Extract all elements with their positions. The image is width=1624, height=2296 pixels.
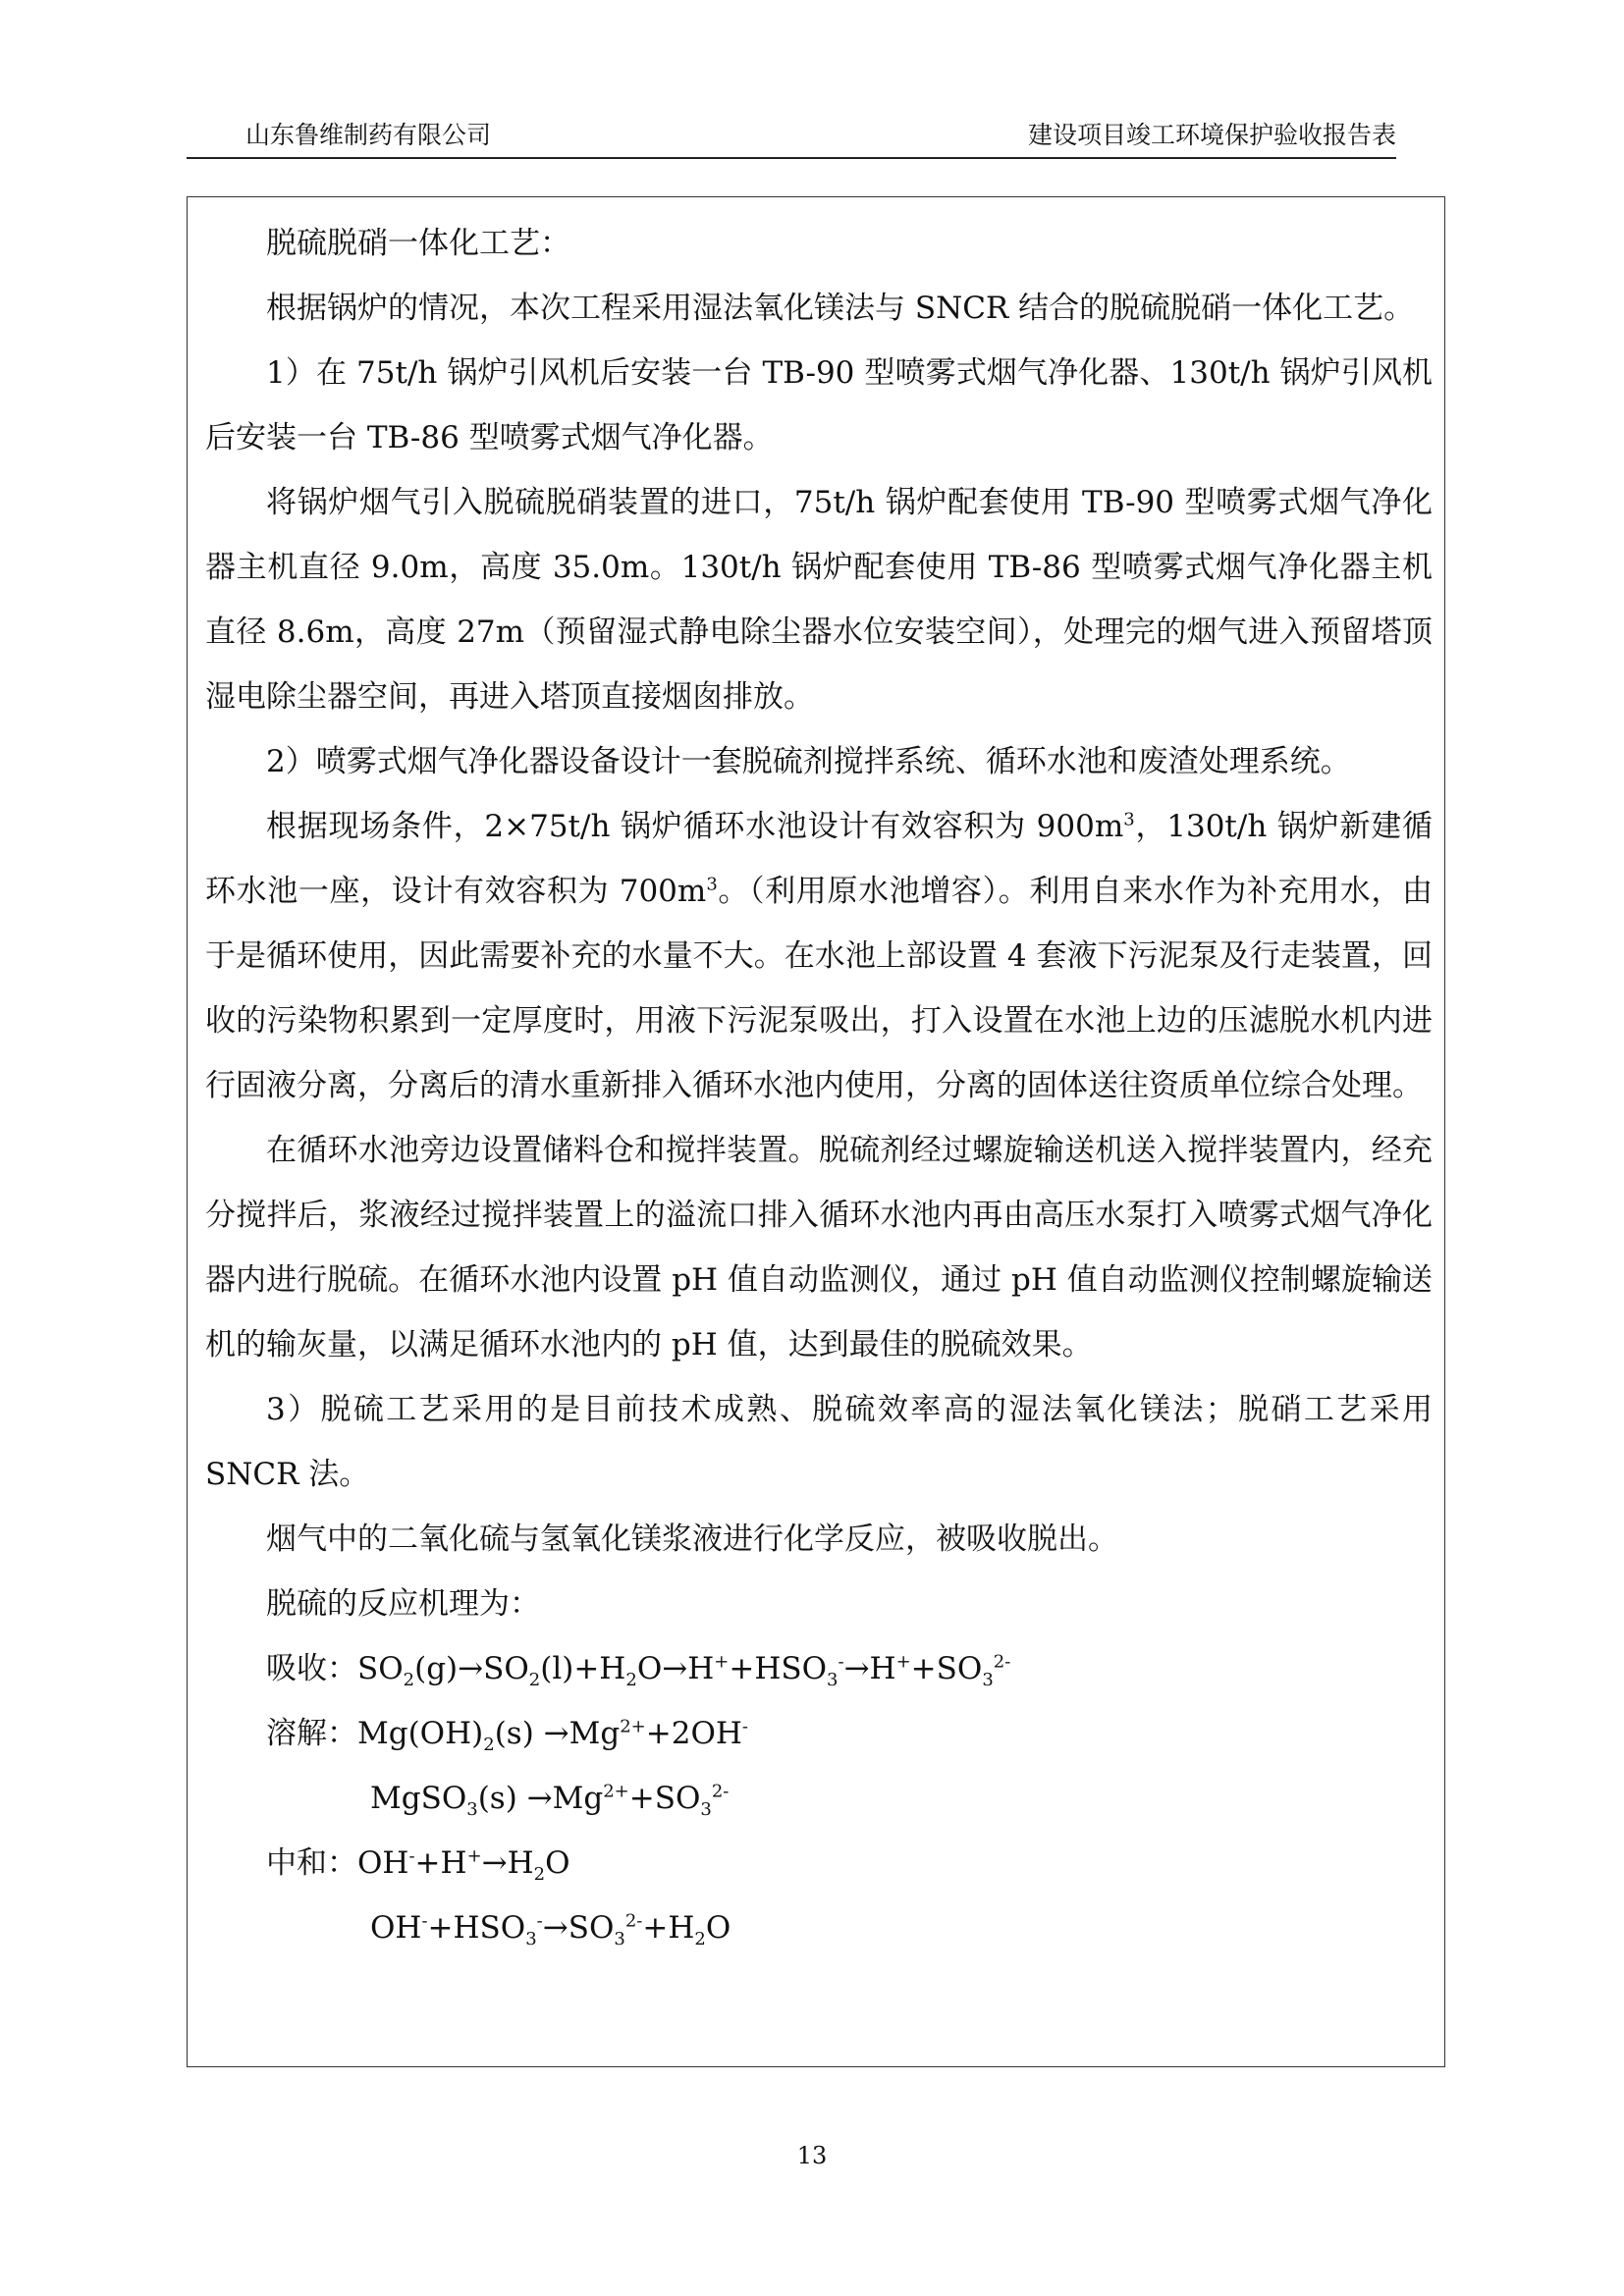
report-title: 建设项目竣工环境保护验收报告表 — [1027, 121, 1396, 149]
paragraph-process-title: 脱硫脱硝一体化工艺： — [266, 226, 570, 261]
formula-neutralization-1: 中和：$OH^-+H^+\to H_2O$ — [266, 1845, 570, 1886]
paragraph-item-3: 3）脱硫工艺采用的是目前技术成熟、脱硫效率高的湿法氧化镁法；脱硝工艺采用 SNCR 法。 — [205, 1392, 1433, 1492]
paragraph-mechanism: 脱硫的反应机理为： — [266, 1586, 540, 1622]
body-text — [205, 211, 1433, 1960]
formula-dissolution-2: MgSO$_3$(s) $\to Mg^{2+}+SO_3^{2-}$ — [370, 1781, 730, 1821]
company-name: 山东鲁维制药有限公司 — [245, 121, 492, 149]
paragraph-flue-gas: 将锅炉烟气引入脱硫脱硝装置的进口，75t/h 锅炉配套使用 TB-90 型喷雾式烟气净化器主机直径 9.0m，高度 35.0m。130t/h 锅炉配套使用 TB-86 型喷雾式烟气净化器主机直径 8.6m，高度 27m（预留湿式静电除尘器水位安装空间），处理完的烟气进入预留塔顶湿电除尘器空间，再进入塔顶直接烟囱排放。 — [205, 485, 1433, 715]
paragraph-mixing: 在循环水池旁边设置储料仓和搅拌装置。脱硫剂经过螺旋输送机送入搅拌装置内，经充分搅拌后，浆液经过搅拌装置上的溢流口排入循环水池内再由高压水泵打入喷雾式烟气净化器内进行脱硫。在循环水池内设置 pH 值自动监测仪，通过 pH 值自动监测仪控制螺旋输送机的输灰量，以满足循环水池内的 pH 值，达到最佳的脱硫效果。 — [205, 1133, 1433, 1362]
paragraph-item-2: 2）喷雾式烟气净化器设备设计一套脱硫剂搅拌系统、循环水池和废渣处理系统。 — [266, 744, 1351, 779]
paragraph-item-1: 1）在 75t/h 锅炉引风机后安装一台 TB-90 型喷雾式烟气净化器、130t/h 锅炉引风机后安装一台 TB-86 型喷雾式烟气净化器。 — [205, 355, 1433, 455]
content-frame — [187, 196, 1445, 2067]
formula-neutralization-2: $OH^-+HSO_3^-\to SO_3^{2-}+H_2O$ — [370, 1910, 731, 1950]
formula-absorption: 吸收：$SO_2(g)\to SO_2(l)+H_2O\to H^++HSO_3^-\to H^++SO_3^{2-}$ — [266, 1651, 1011, 1691]
paragraph-reaction: 烟气中的二氧化硫与氢氧化镁浆液进行化学反应，被吸收脱出。 — [266, 1522, 1118, 1557]
paragraph-process-intro: 根据锅炉的情况，本次工程采用湿法氧化镁法与 SNCR 结合的脱硫脱硝一体化工艺。 — [266, 291, 1415, 326]
page-header — [187, 110, 1396, 159]
page-number: 13 — [796, 2142, 828, 2169]
formula-dissolution-1: 溶解：$Mg(OH)_2(s) \to Mg^{2+}+2OH^-$ — [266, 1716, 748, 1756]
paragraph-water-pool: 根据现场条件，2×75t/h 锅炉循环水池设计有效容积为 $900m^3$，130t/h 锅炉新建循环水池一座，设计有效容积为 $700m^3$。（利用原水池增容）。利用自来水作为补充用水，由于是循环使用，因此需要补充的水量不大。在水池上部设置 4 套液下污泥泵及行走装置，回收的污染物积累到一定厚度时，用液下污泥泵吸出，打入设置在水池上边的压滤脱水机内进行固液分离，分离后的清水重新排入循环水池内使用，分离的固体送往资质单位综合处理。 — [205, 809, 1434, 1103]
